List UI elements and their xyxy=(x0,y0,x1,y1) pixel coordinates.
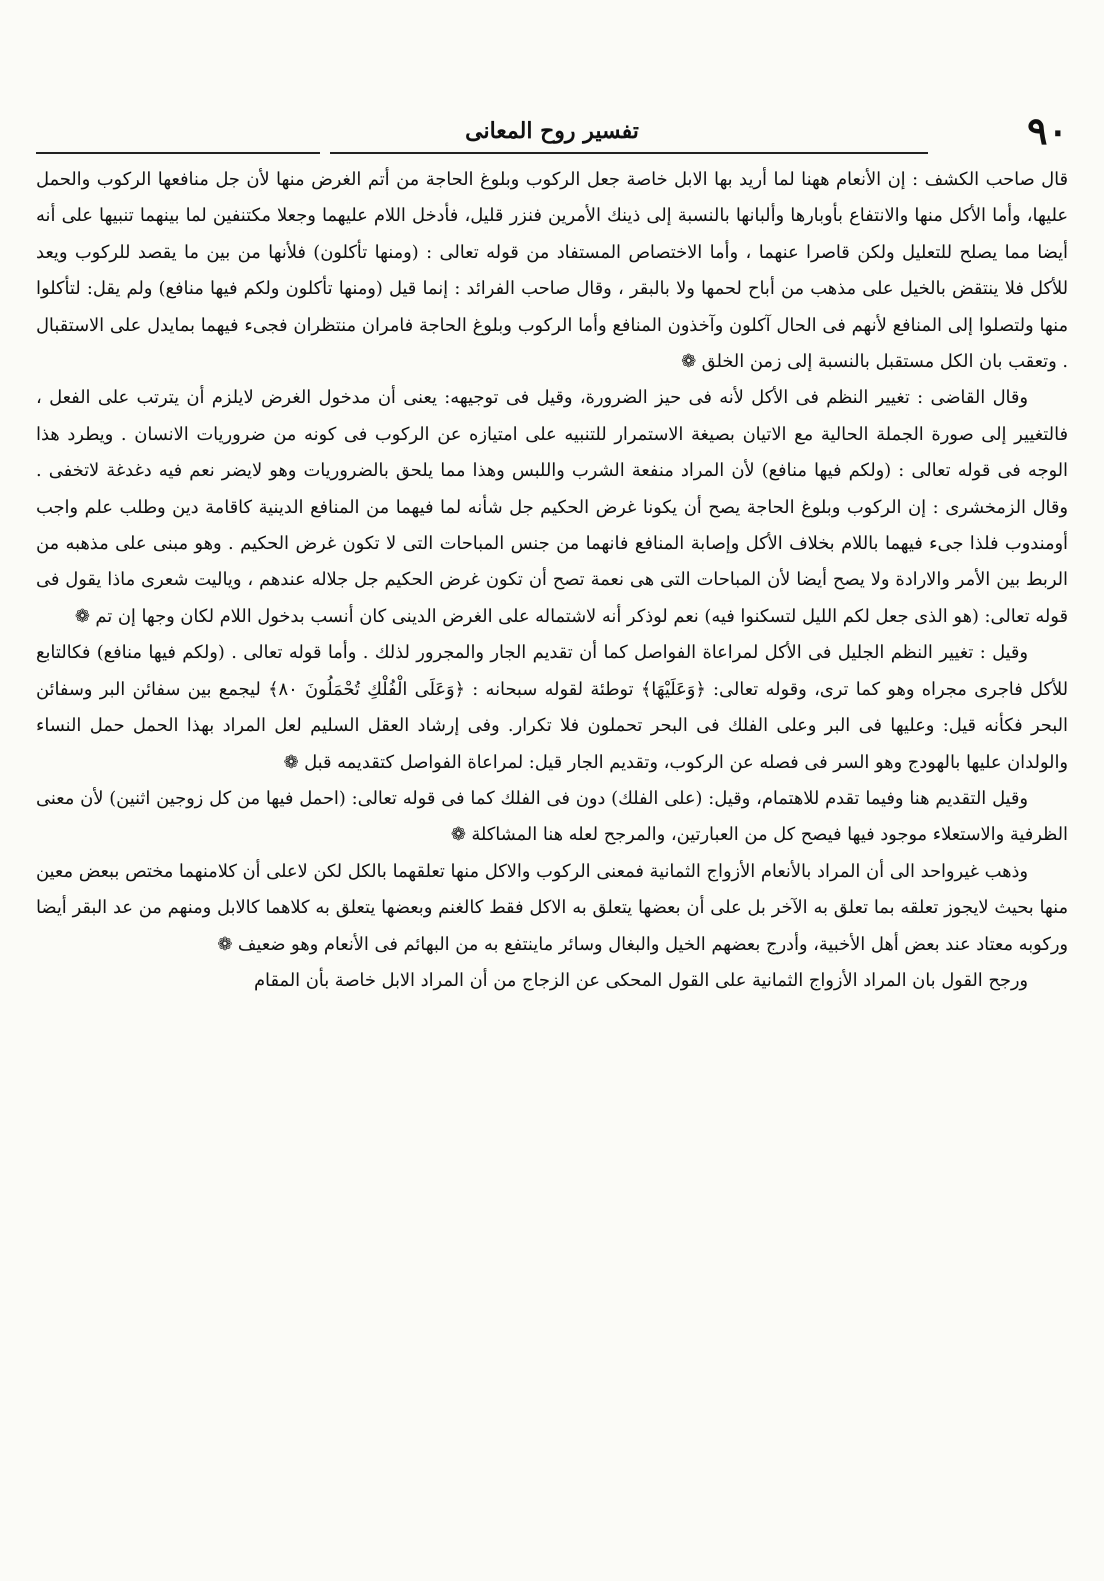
page-header xyxy=(36,108,1068,153)
paragraph: وقيل : تغيير النظم الجليل فى الأكل لمراعاة الفواصل كما أن تقديم الجار والمجرور لذلك . وأما قوله تعالى . (ولكم فيها منافع) فكالتابع للأكل فاجرى مجراه وهو كما ترى، وقوله تعالى: ﴿وَعَلَيْهَا﴾ توطئة لقوله سبحانه : ﴿وَعَلَى الْفُلْكِ تُحْمَلُونَ ٨٠﴾ ليجمع بين سفائن البر وسفائن البحر فكأنه قيل: وعليها فى البر وعلى الفلك فى البحر تحملون فلا تكرار. وفى إرشاد العقل السليم لعل المراد بهذا الحمل حمل النساء والولدان عليها بالهودج وهو السر فى فصله عن الركوب، وتقديم الجار قيل: لمراعاة الفواصل كتقديمه قبل ❁ xyxy=(36,642,1068,773)
paragraph: وقال القاضى : تغيير النظم فى الأكل لأنه فى حيز الضرورة، وقيل فى توجيهه: يعنى أن مدخول الغرض لايلزم أن يترتب على الفعل ، فالتغيير إلى صورة الجملة الحالية مع الاتيان بصيغة الاستمرار للتنبيه على امتيازه عن الركوب فى كونه من ضروريات الانسان . ويطرد هذا الوجه فى قوله تعالى : (ولكم فيها منافع) لأن المراد منفعة الشرب واللبس وهذا مما يلحق بالضروريات وهو لايضر نعم فيه دغدغة لاتخفى . وقال الزمخشرى : إن الركوب وبلوغ الحاجة يصح أن يكونا غرض الحكيم جل شأنه لما فيهما من المنافع الدينية كاقامة دين وطلب علم واجب أومندوب فلذا جىء فيهما باللام بخلاف الأكل وإصابة المنافع فانهما من جنس المباحات التى لا تكون غرض الحكيم . وهو مبنى على مذهبه من الربط بين الأمر والارادة ولا يصح أيضا لأن المباحات التى هى نعمة تصح أن تكون غرض الحكيم جل جلاله عندهم ، وياليت شعرى ماذا يقول فى قوله تعالى: (هو الذى جعل لكم الليل لتسكنوا فيه) نعم لوذكر أنه لاشتماله على الغرض الدينى كان أنسب بدخول اللام لكان وجها إن تم ❁ xyxy=(36,387,1068,627)
page-number: ٩٠ xyxy=(1027,108,1068,153)
running-title: تفسير روح المعانى xyxy=(465,118,639,144)
paragraph: ورجح القول بان المراد الأزواج الثمانية على القول المحكى عن الزجاج من أن المراد الابل خاصة بأن المقام xyxy=(254,969,1028,991)
paragraph: وذهب غيرواحد الى أن المراد بالأنعام الأزواج الثمانية فمعنى الركوب والاكل منها تعلقهما بالكل لكن لاعلى أن كلامنهما مختص ببعض معين منها بحيث لايجوز تعلقه بما تعلق به الآخر بل على أن بعضها يتعلق به الاكل فقط كالغنم وبعضها يتعلق به كلاهما كالابل ومنهم من عد البقر أيضا وركوبه معتاد عند بعض أهل الأخبية، وأدرج بعضهم الخيل والبغال وسائر ماينتفع به من البهائم فى الأنعام وهو ضعيف ❁ xyxy=(36,860,1068,955)
paragraph: قال صاحب الكشف : إن الأنعام ههنا لما أريد بها الابل خاصة جعل الركوب وبلوغ الحاجة من أتم الغرض منها لأن جل منافعها الركوب والحمل عليها، وأما الأكل منها والانتفاع بأوبارها وألبانها بالنسبة إلى ذينك الأمرين فنزر قليل، فأدخل اللام عليهما وجعلا مكتنفين لما بينهما تنبيها على أنه أيضا مما يصلح للتعليل ولكن قاصرا عنهما ، وأما الاختصاص المستفاد من قوله تعالى : (ومنها تأكلون) فلأنها من بين ما يقصد للركوب ويعد للأكل فلا ينتقض بالخيل على مذهب من أباح لحمها ولا بالبقر ، وقال صاحب الفرائد : إنما قيل (ومنها تأكلون ولكم فيها منافع) ولم يقل: لتأكلوا منها ولتصلوا إلى المنافع لأنهم فى الحال آكلون وآخذون المنافع وأما الركوب وبلوغ الحاجة فامران منتظران فجىء فيهما بمايدل على الاستقبال . وتعقب بان الكل مستقبل بالنسبة إلى زمن الخلق ❁ xyxy=(36,169,1068,373)
header-rule-left xyxy=(36,152,320,154)
header-rule-right xyxy=(330,152,928,154)
body-text xyxy=(36,162,1068,1422)
paragraph: وقيل التقديم هنا وفيما تقدم للاهتمام، وقيل: (على الفلك) دون فى الفلك كما فى قوله تعالى: (احمل فيها من كل زوجين اثنين) لأن معنى الظرفية والاستعلاء موجود فيها فيصح كل من العبارتين، والمرجح لعله هنا المشاكلة ❁ xyxy=(36,787,1068,846)
